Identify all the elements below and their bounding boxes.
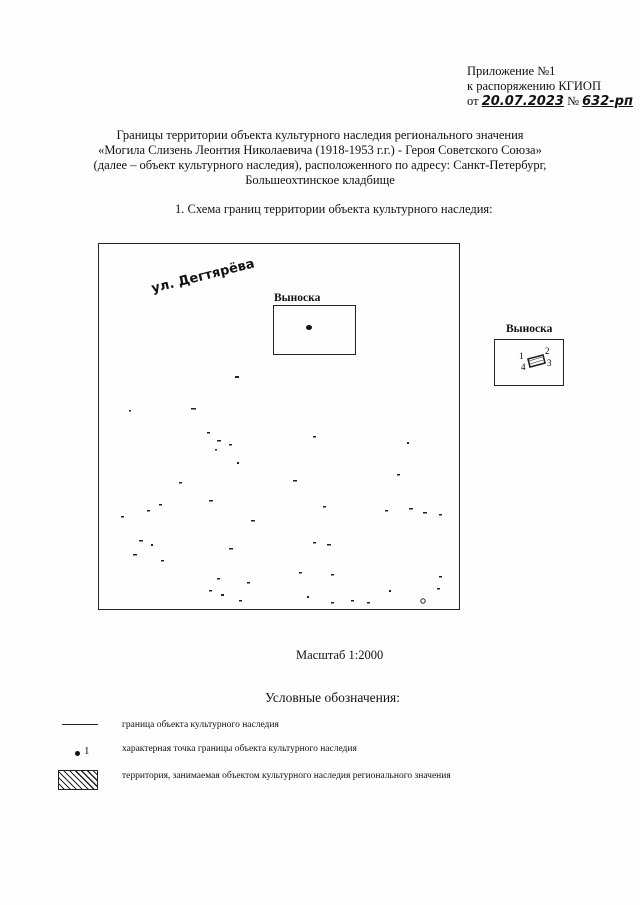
section-heading: 1. Схема границ территории объекта культурного наследия: (175, 202, 493, 216)
order-number: 632-рп (582, 94, 633, 109)
appendix-header (467, 64, 633, 109)
title-line-1: Границы территории объекта культурного наследия регионального значения (116, 128, 524, 142)
title-line-4: Большеохтинское кладбище (245, 173, 395, 187)
title-line-2: «Могила Слизень Леонтия Николаевича (1918-1953 г.г.) - Героя Советского Союза» (98, 143, 542, 157)
legend-item-territory: территория, занимаемая объектом культурного наследия регионального значения (122, 771, 451, 781)
legend-title: Условные обозначения: (265, 690, 401, 705)
legend-boundary-line-symbol (62, 724, 98, 725)
point-label-4: 4 (521, 362, 526, 372)
street-label: ул. Дегтярёва (150, 256, 257, 297)
callout-label: Выноска (506, 323, 553, 335)
point-label-1: 1 (519, 351, 524, 361)
appendix-line-2: к распоряжению КГИОП (467, 79, 601, 93)
legend-point-number: 1 (84, 745, 90, 757)
appendix-line-3 (467, 94, 633, 109)
legend-item-point: характерная точка границы объекта культурного наследия (122, 744, 357, 754)
document-title (60, 128, 580, 188)
inset-label: Выноска (274, 292, 321, 304)
order-date: 20.07.2023 (481, 94, 564, 109)
object-location-marker (306, 325, 312, 330)
number-prefix: № (567, 94, 579, 108)
inset-frame (273, 305, 356, 355)
title-line-3: (далее – объект культурного наследия), расположенного по адресу: Санкт-Петербург, (93, 158, 547, 172)
point-label-2: 2 (545, 346, 550, 356)
date-prefix: от (467, 94, 479, 108)
callout-boundary (495, 340, 563, 385)
callout-frame (494, 339, 564, 386)
point-label-3: 3 (547, 358, 552, 368)
legend-point-symbol (75, 751, 80, 756)
legend-item-boundary: граница объекта культурного наследия (122, 720, 279, 730)
legend-hatch-symbol (58, 770, 98, 790)
map-scale: Масштаб 1:2000 (296, 648, 384, 662)
appendix-line-1: Приложение №1 (467, 64, 556, 78)
